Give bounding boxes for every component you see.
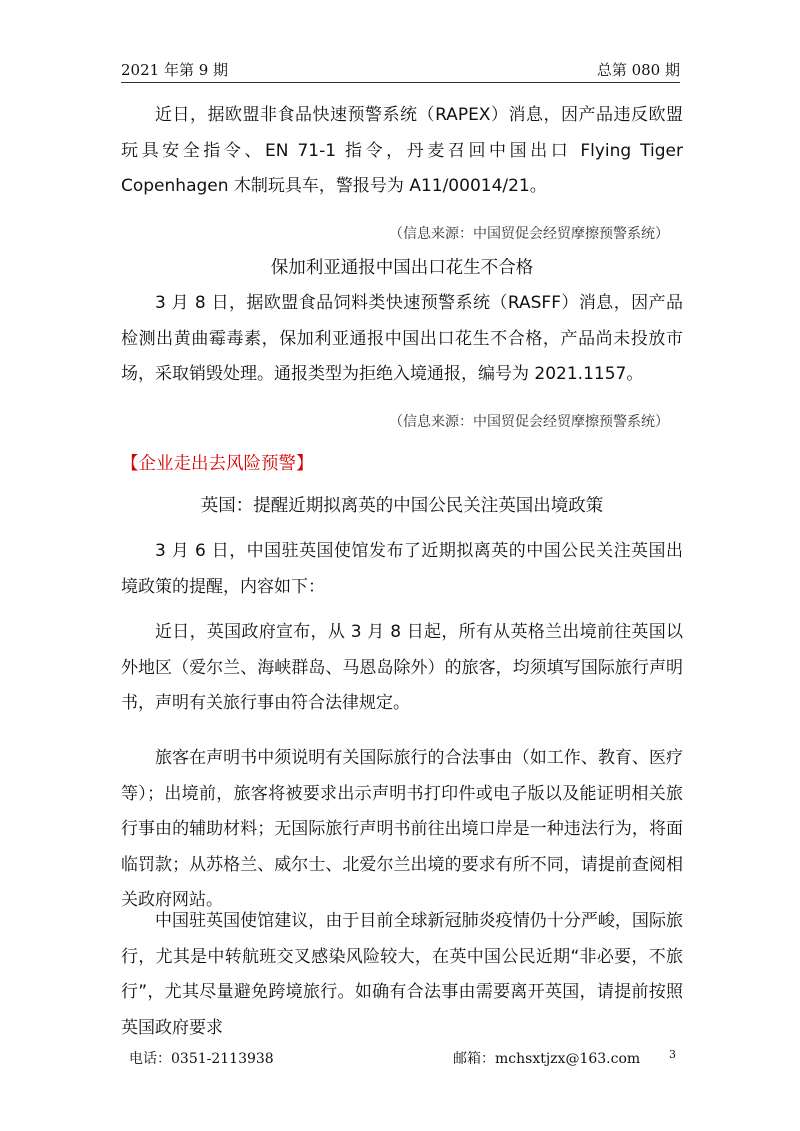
article-peanut-body: 3 月 8 日，据欧盟食品饲料类快速预警系统（RASFF）消息，因产品检测出黄曲霉毒素，保加利亚通报中国出口花生不合格，产品尚未投放市场，采取销毁处理。通报类型为拒绝入境通报，编号为 2021.1157。 — [121, 293, 683, 384]
page-footer — [121, 1045, 683, 1069]
article-rapex-source: （信息来源：中国贸促会经贸摩擦预警系统） — [389, 226, 669, 242]
article-rapex-body: 近日，据欧盟非食品快速预警系统（RAPEX）消息，因产品违反欧盟玩具安全指令、EN 71-1 指令，丹麦召回中国出口 Flying Tiger Copenhagen 木制玩具车，警报号为 A11/00014/21。 — [121, 105, 683, 196]
section-heading-risk-warning: 【企业走出去风险预警】 — [121, 454, 314, 474]
article-uk-paragraph-4: 中国驻英国使馆建议，由于目前全球新冠肺炎疫情仍十分严峻，国际旅行，尤其是中转航班交叉感染风险较大，在英中国公民近期“非必要，不旅行”，尤其尽量避免跨境旅行。如确有合法事由需要离开英国，请提前按照英国政府要求 — [121, 911, 683, 1038]
page-header — [121, 60, 680, 83]
issue-date: 2021 年第 9 期 — [121, 61, 229, 79]
issue-total-number: 总第 080 期 — [596, 61, 680, 79]
article-uk-paragraph-1: 3 月 6 日，中国驻英国使馆发布了近期拟离英的中国公民关注英国出境政策的提醒，内容如下： — [121, 541, 683, 597]
article-peanut-source: （信息来源：中国贸促会经贸摩擦预警系统） — [389, 414, 669, 430]
article-uk-title: 英国：提醒近期拟离英的中国公民关注英国出境政策 — [200, 496, 604, 516]
article-uk-paragraph-2: 近日，英国政府宣布，从 3 月 8 日起，所有从英格兰出境前往英国以外地区（爱尔兰、海峡群岛、马恩岛除外）的旅客，均须填写国际旅行声明书，声明有关旅行事由符合法律规定。 — [121, 622, 683, 713]
page-number: 3 — [669, 1048, 676, 1061]
footer-email: 邮箱：mchsxtjzx@163.com — [453, 1051, 641, 1067]
article-peanut-title: 保加利亚通报中国出口花生不合格 — [270, 258, 534, 278]
footer-phone: 电话：0351-2113938 — [129, 1051, 274, 1067]
article-uk-paragraph-3: 旅客在声明书中须说明有关国际旅行的合法事由（如工作、教育、医疗等）；出境前，旅客将被要求出示声明书打印件或电子版以及能证明相关旅行事由的辅助材料；无国际旅行声明书前往出境口岸是一种违法行为，将面临罚款；从苏格兰、威尔士、北爱尔兰出境的要求有所不同，请提前查阅相关政府网站。 — [121, 748, 683, 910]
